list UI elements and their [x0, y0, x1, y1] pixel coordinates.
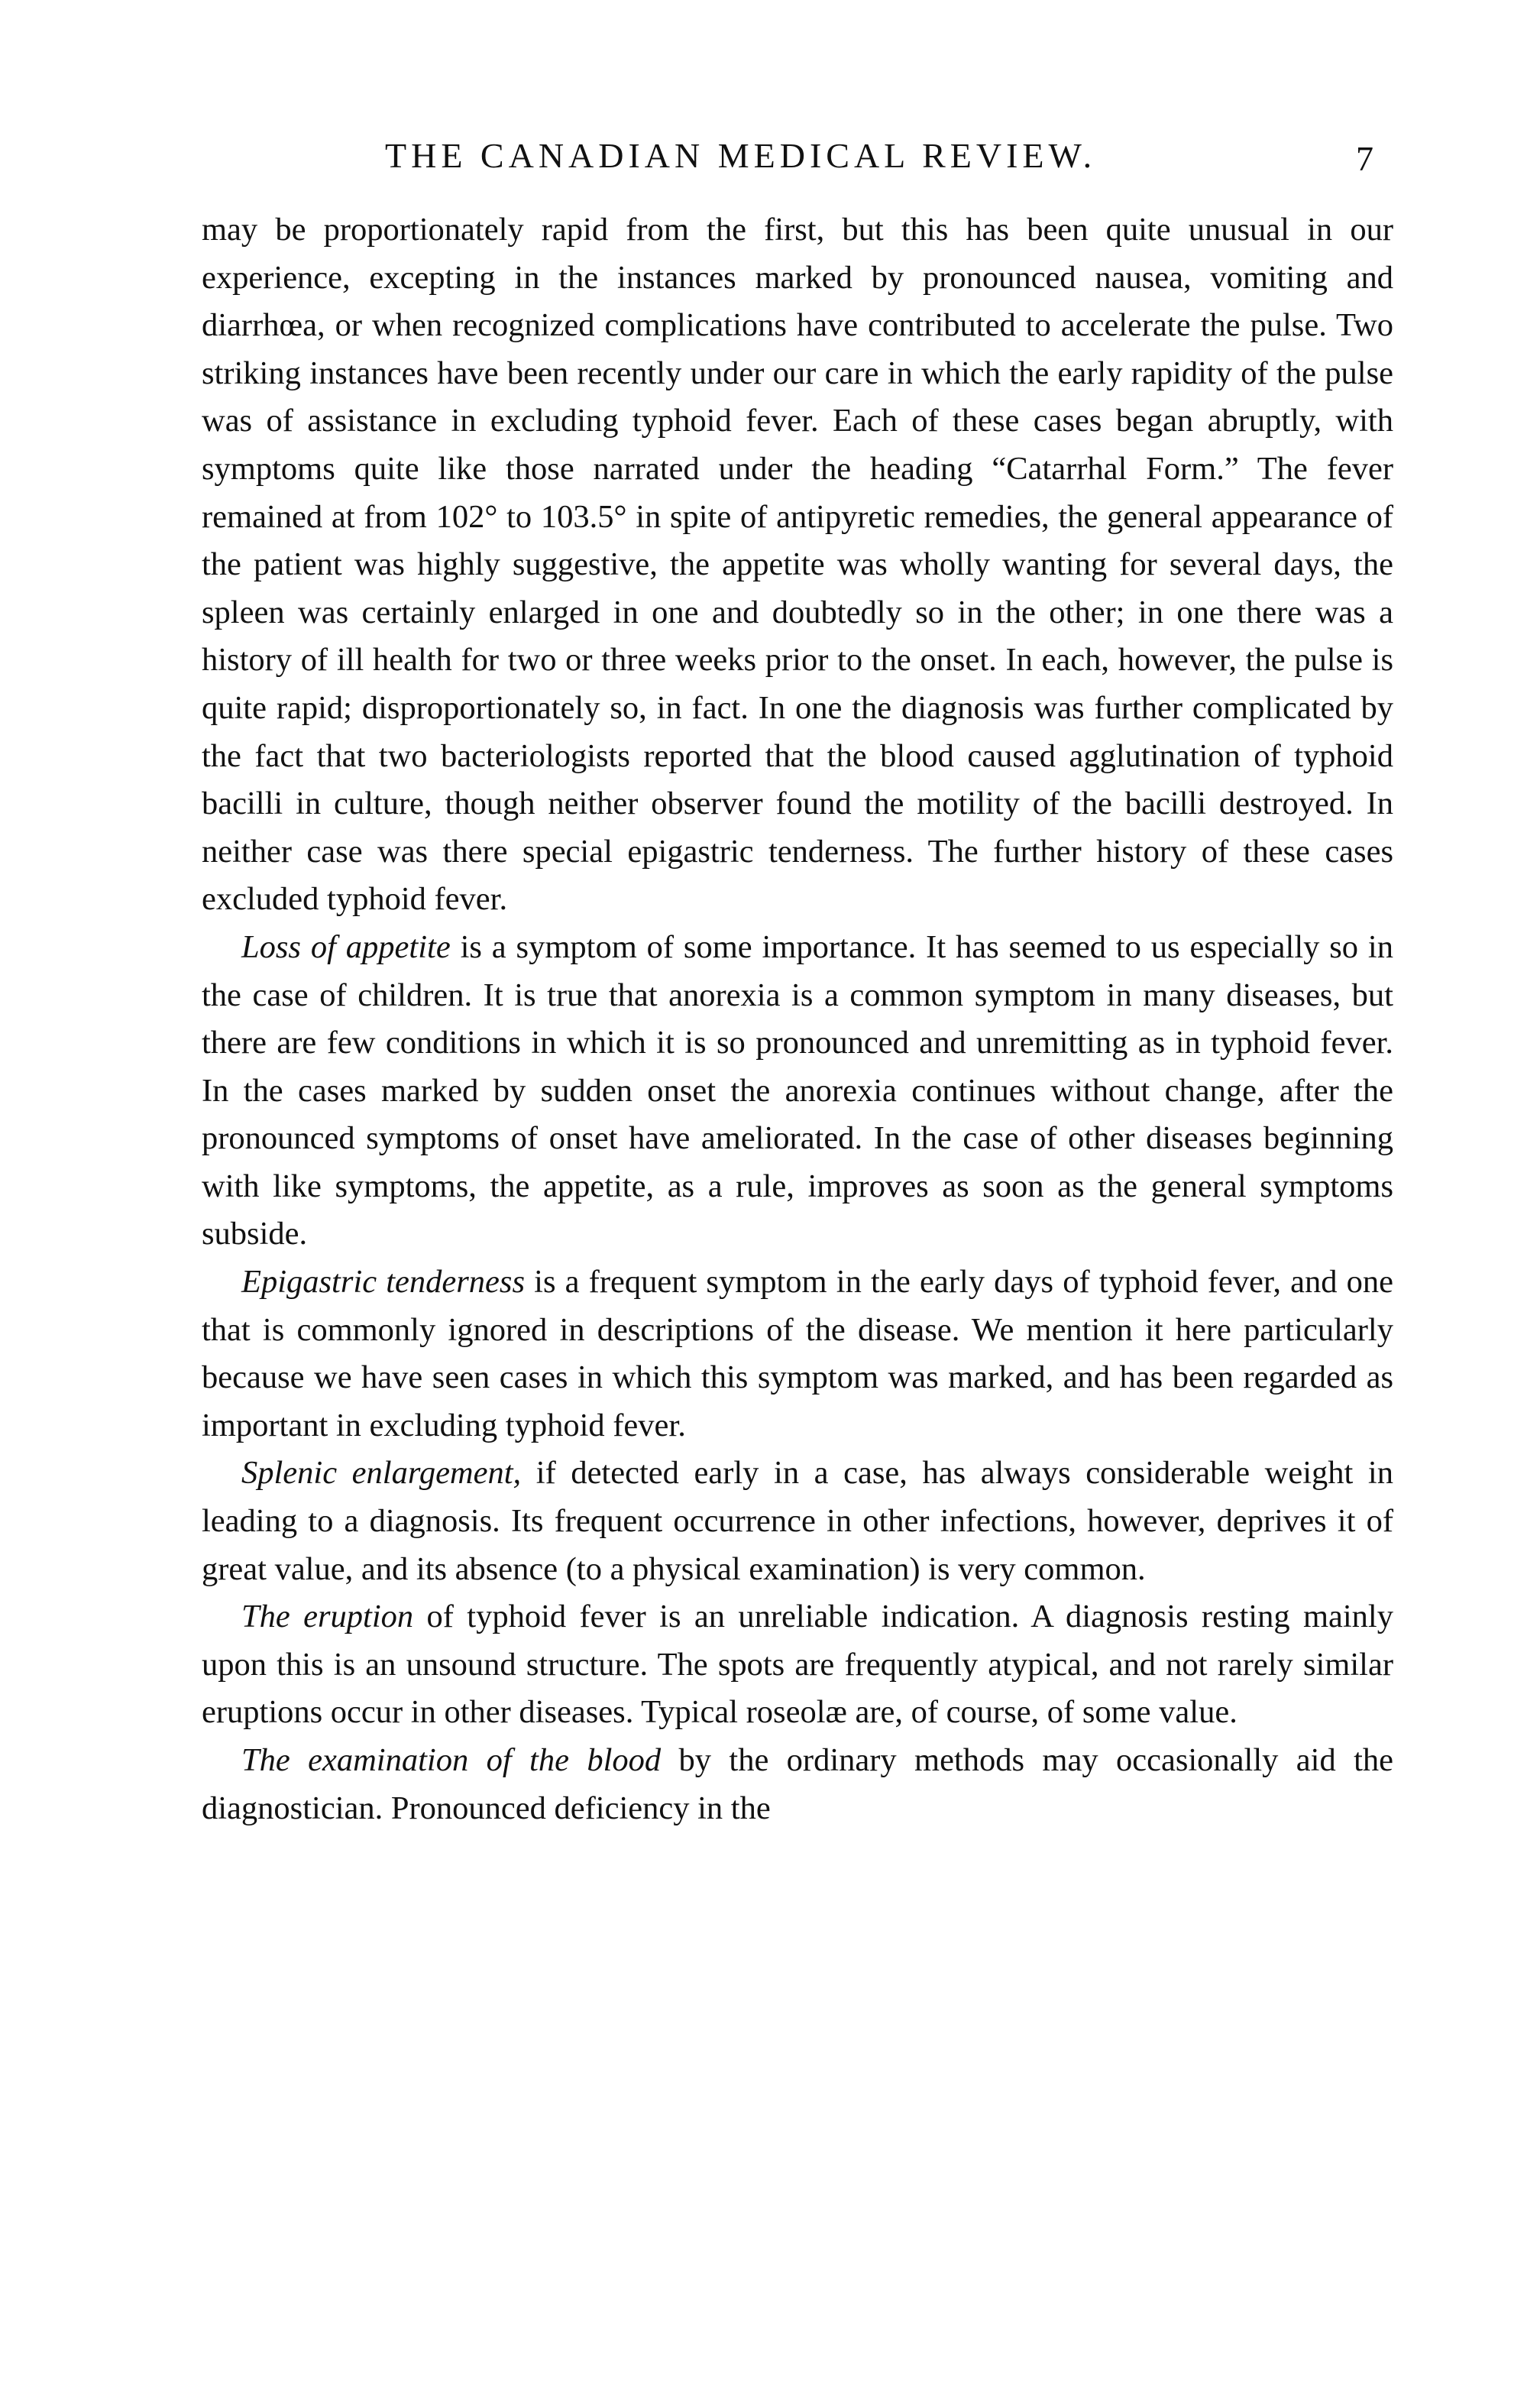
paragraph-lead: Epigastric tenderness	[241, 1264, 525, 1301]
paragraph-lead: Splenic enlargement,	[241, 1455, 522, 1492]
paragraph-loss-of-appetite	[202, 924, 1393, 1259]
journal-title: THE CANADIAN MEDICAL REVIEW.	[385, 136, 1097, 175]
paragraph-text: may be proportionately rapid from the first, but this has been quite unusual in our experience, excepting in the instances marked by pronounced nausea, vomiting and diarrhœa, or when recognized complications have contributed to accelerate the pulse. Two striking instances have been recently under our care in which the early rapidity of the pulse was of assistance in excluding typhoid fever. Each of these cases began abruptly, with symptoms quite like those narrated under the heading “Catarrhal Form.” The fever remained at from 102° to 103.5° in spite of antipyretic remedies, the general appearance of the patient was highly suggestive, the appetite was wholly wanting for several days, the spleen was certainly enlarged in one and doubtedly so in the other; in one there was a history of ill health for two or three weeks prior to the onset. In each, however, the pulse is quite rapid; disproportionately so, in fact. In one the diagnosis was further complicated by the fact that two bacteriologists reported that the blood caused agglutination of typhoid bacilli in culture, though neither observer found the motility of the bacilli destroyed. In neither case was there special epigastric tenderness. The further history of these cases excluded typhoid fever.	[202, 212, 1393, 918]
paragraph-text: by the ordinary methods may occasionally aid the diagnostician. Pronounced deficiency in the	[202, 1742, 1393, 1826]
paragraph-blood-examination	[202, 1737, 1393, 1832]
paragraph-eruption	[202, 1593, 1393, 1737]
paragraph-epigastric-tenderness	[202, 1259, 1393, 1450]
paragraph-text: is a frequent symptom in the early days of typhoid fever, and one that is commonly ignored in descriptions of the disease. We mention it here particularly because we have seen cases in which this symptom was marked, and has been regarded as important in excluding typhoid fever.	[202, 1264, 1393, 1443]
paragraph-lead: The examination of the blood	[241, 1742, 662, 1778]
paragraph-lead: The eruption	[241, 1599, 414, 1635]
paragraph-text: of typhoid fever is an unreliable indication. A diagnosis resting mainly upon this is an unsound structure. The spots are frequently atypical, and not rarely similar eruptions occur in other diseases. Typical roseolæ are, of course, of some value.	[202, 1599, 1393, 1731]
paragraph-splenic-enlargement	[202, 1450, 1393, 1593]
page-number: 7	[1356, 139, 1373, 178]
paragraph-lead: Loss of appetite	[241, 928, 451, 965]
paragraph-text: if detected early in a case, has always considerable weight in leading to a diagnosis. Its frequent occurrence in other infections, however, deprives it of great value, and its absence (to a physical examination) is very common.	[202, 1455, 1393, 1587]
paragraph-continuation	[202, 206, 1393, 924]
running-header	[202, 128, 1393, 183]
document-page	[202, 128, 1393, 1832]
paragraph-text: is a symptom of some importance. It has seemed to us especially so in the case of children. It is true that anorexia is a common symptom in many diseases, but there are few conditions in which it is so pronounced and unremitting as in typhoid fever. In the cases marked by sudden onset the anorexia continues without change, after the pronounced symptoms of onset have ameliorated. In the case of other diseases beginning with like symptoms, the appetite, as a rule, improves as soon as the general symptoms subside.	[202, 928, 1393, 1252]
